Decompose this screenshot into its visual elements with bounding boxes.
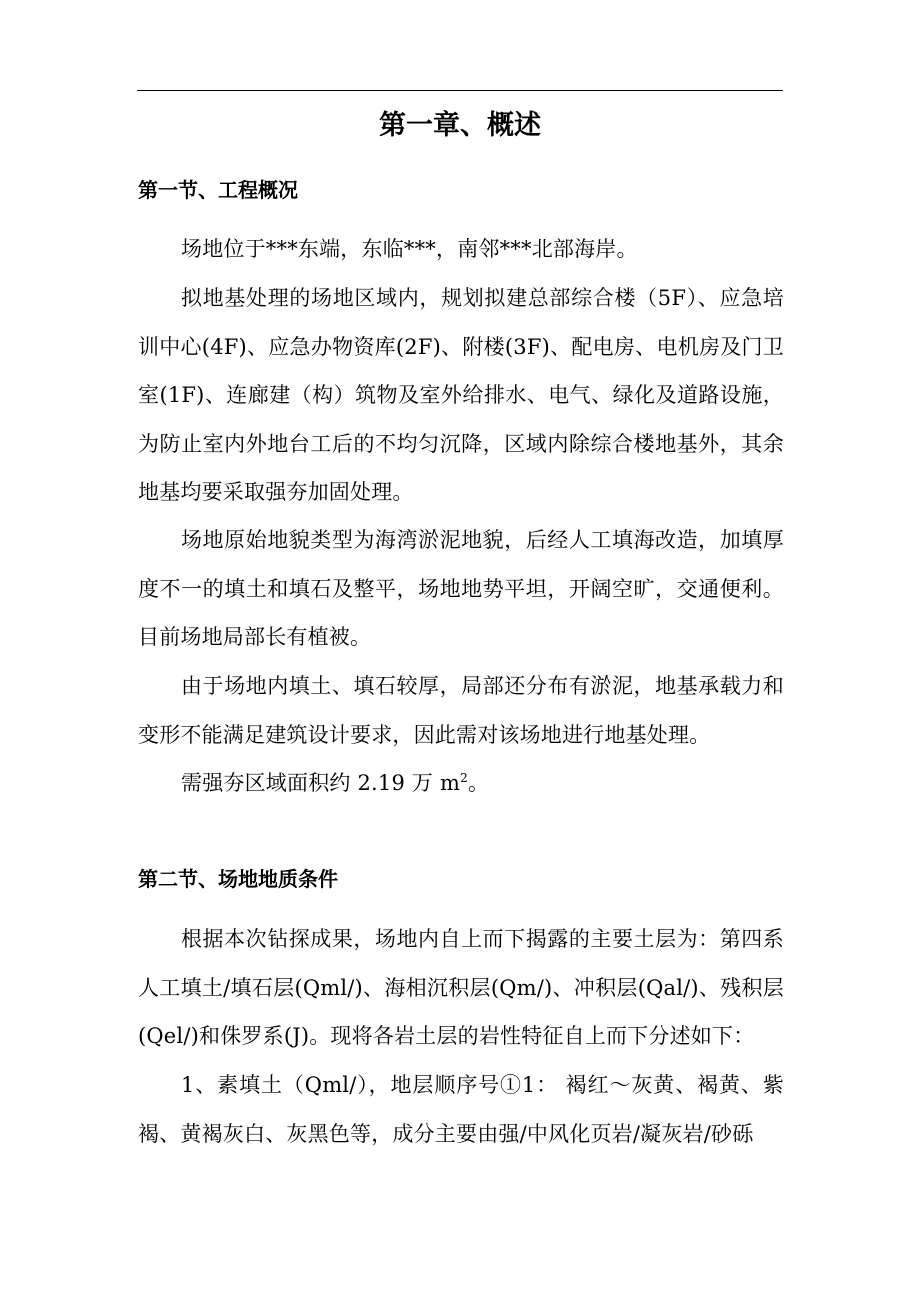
chapter-title: 第一章、概述 [379,110,541,141]
header-rule [137,90,783,91]
paragraph-fill-soil: 1、素填土（Qml/），地层顺序号①1： 褐红～灰黄、褐黄、紫褐、黄褐灰白、灰黑色等，成分主要由强/中风化页岩/凝灰岩/砂砾 [138,1073,784,1146]
paragraph-original-landform: 场地原始地貌类型为海湾淤泥地貌，后经人工填海改造，加填厚度不一的填土和填石及整平，场地地势平坦，开阔空旷，交通便利。目前场地局部长有植被。 [138,528,784,649]
section-title-2: 第二节、场地地质条件 [138,867,338,891]
area-text: 需强夯区域面积约 2.19 万 m [181,771,461,795]
paragraph-site-location: 场地位于***东端，东临***，南邻***北部海岸。 [181,237,638,261]
paragraph-strata-overview: 根据本次钻探成果，场地内自上而下揭露的主要土层为：第四系人工填土/填石层(Qml/)、海相沉积层(Qm/)、冲积层(Qal/)、残积层(Qel/)和侏罗系(J)。现将各岩土层的岩性特征自上而下分述如下： [138,927,784,1048]
paragraph-treatment-scope: 拟地基处理的场地区域内，规划拟建总部综合楼（5F）、应急培训中心(4F)、应急办物资库(2F)、附楼(3F)、配电房、电机房及门卫室(1F)、连廊建（构）筑物及室外给排水、电气、绿化及道路设施，为防止室内外地台工后的不均匀沉降，区域内除综合楼地基外，其余地基均要采取强夯加固处理。 [138,286,784,504]
paragraph-treatment-reason: 由于场地内填土、填石较厚，局部还分布有淤泥，地基承载力和变形不能满足建筑设计要求，因此需对该场地进行地基处理。 [138,674,784,747]
area-superscript: 2 [460,771,468,785]
section-title-1: 第一节、工程概况 [138,178,298,202]
area-text-end: 。 [467,771,490,795]
paragraph-area [138,759,784,808]
